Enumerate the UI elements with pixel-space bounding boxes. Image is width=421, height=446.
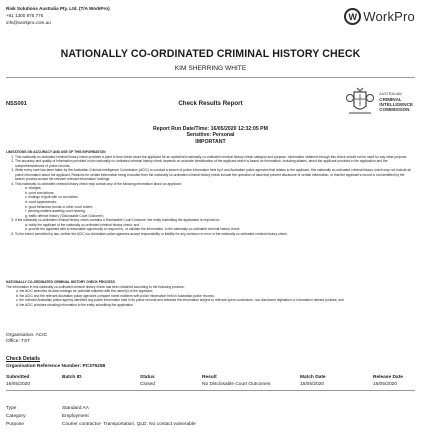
process-step: c. the relevant Australian police agency identifies any police information held in its police records and releases the information subject to relevant spent convictions, non-disclosure legislation or information release policies; and xyxy=(16,298,344,303)
workpro-logo-text: WorkPro xyxy=(363,9,415,24)
limitation-item-text: If the nationally co-ordinated criminal history check contains a Disclosable Court Outcome, the entity submitting the application is required to: xyxy=(15,218,221,223)
coat-of-arms-icon xyxy=(345,86,375,118)
acic-line-2: INTELLIGENCE xyxy=(379,102,413,107)
column-header-release-date: Release Date xyxy=(373,375,403,380)
detail-value: Standard AA xyxy=(62,406,89,411)
detail-row-purpose xyxy=(6,422,196,427)
obligation-item: b. provide the applicant with a reasonable opportunity to respond to, or validate the information, in the nationally co-ordinated criminal history check xyxy=(25,227,240,232)
report-title: Check Results Report xyxy=(178,100,243,107)
info-types-list xyxy=(15,186,415,218)
acic-line-3: COMMISSION xyxy=(379,107,410,113)
process-heading: NATIONALLY CO-ORDINATED CRIMINAL HISTORY CHECK PROCESS xyxy=(6,280,115,284)
info-type-item: d. court appearances; xyxy=(25,200,57,205)
limitation-item: 3. While every care has been taken by the Australian Criminal Intelligence Commission (ACIC) to conduct a search of police information held by it and Australian police agencies that relates to the applicant, this nationally co-ordinated criminal history check may not include all police information about the applicant. Reasons for certain information being excluded from the nationally co-ordinated criminal history check include the operation of laws that prevent disclosure of certain information, or that the applicant's record is not identified by the search process across the relevant relevant information holdings. xyxy=(15,168,415,182)
obligation-item: a. notify the applicant of the nationally co-ordinated criminal history check; and xyxy=(25,222,140,227)
limitation-item: 2. The accuracy and quality of information provided in this nationally co-ordinated criminal history check depends on accurate identification of the applicant which is based on information, including aliases, about the applicant provided in the application and the comprehensiveness of police records. xyxy=(15,159,415,168)
company-email[interactable]: info@workpro.com.au xyxy=(6,20,51,25)
run-datetime: Report Run Date/Time: 16/05/2020 12:32:05 PM xyxy=(153,126,268,132)
acic-wordmark xyxy=(379,92,413,113)
limitations-list xyxy=(6,155,415,237)
info-type-item: e. good behaviour bonds or other court orders; xyxy=(25,204,93,209)
report-code: NSS001 xyxy=(6,101,27,107)
divider xyxy=(6,390,415,391)
sensitivity-label: Sensitive: Personal xyxy=(186,132,235,138)
column-header-submitted: Submitted xyxy=(6,375,30,380)
important-label: IMPORTANT xyxy=(195,139,226,145)
acic-logo xyxy=(345,86,413,118)
detail-label: Category xyxy=(6,414,26,419)
organisation-reference: Organisation Reference Number: PC375258 xyxy=(6,364,106,369)
column-header-match-date: Match Date xyxy=(300,375,326,380)
report-header xyxy=(6,5,415,37)
process-steps-list xyxy=(6,289,415,307)
cell-release-date: 16/05/2020 xyxy=(373,382,398,387)
detail-value: Courier contractor- Transportation, QLD. No contact vulnerable xyxy=(62,422,196,427)
page-title: NATIONALLY CO-ORDINATED CRIMINAL HISTORY CHECK xyxy=(60,48,361,60)
organisation-line: Organisation: ACIC xyxy=(6,333,48,338)
info-type-item: g. traffic offence history ('Disclosable Court Outcome'). xyxy=(25,213,105,218)
cell-status: Closed xyxy=(140,382,155,387)
info-type-item: a. charges; xyxy=(25,186,42,191)
info-type-item: c. findings of guilt with no conviction; xyxy=(25,195,79,200)
info-type-item: b. court convictions; xyxy=(25,190,55,195)
limitation-item: 6. To the extent permitted by law, neither the ACIC nor Australian police agencies accept responsibility or liability for any omission or error in the nationally co-ordinated criminal history check. xyxy=(15,232,415,237)
company-name: Risk Solutions Australia Pty. Ltd. (T/A WorkPro) xyxy=(6,6,110,11)
process-step: b. the ACIC and the relevant Australian police agencies compare name matches with police information held in Australian police records; xyxy=(16,293,215,298)
subject-name: KIM SHERRING WHITE xyxy=(174,65,247,72)
column-header-result: Result xyxy=(202,375,217,380)
column-header-batch-id: Batch ID xyxy=(62,375,82,380)
limitation-item-text: This nationally co-ordinated criminal history check may contain any of the following information about an applicant: xyxy=(15,181,182,186)
acic-line-1: CRIMINAL xyxy=(379,96,402,102)
company-phone: +61 1300 975 776 xyxy=(6,13,44,18)
limitation-item xyxy=(15,182,415,218)
detail-row-type xyxy=(6,406,89,411)
workpro-logo xyxy=(344,8,415,25)
process-step: a. the ACIC searches its data holdings for potential matches with the name(s) of the applicant; xyxy=(16,289,153,294)
workpro-logo-icon: W xyxy=(344,8,361,25)
cell-result: No Disclosable Court Outcomes xyxy=(202,382,271,387)
detail-value: Employment xyxy=(62,414,89,419)
divider xyxy=(6,77,415,78)
cell-match-date: 16/05/2020 xyxy=(300,382,325,387)
cell-submitted: 16/05/2020 xyxy=(6,382,31,387)
entity-obligations-list xyxy=(15,223,415,232)
limitation-item xyxy=(15,218,415,232)
detail-label: Type xyxy=(6,406,17,411)
column-header-status: Status xyxy=(140,375,155,380)
detail-label: Purpose xyxy=(6,422,24,427)
office-line: Office: TST xyxy=(6,339,31,344)
limitation-item: 1. This nationally co-ordinated criminal history check provides a point in time check about the applicant for an authorised nationally co-ordinated criminal history check category and purpose. Information obtained through this check should not be used for any other purpose. xyxy=(15,155,415,160)
limitations-section xyxy=(6,150,415,236)
process-step: d. the ACIC provides resulting information to the entity submitting the application. xyxy=(16,302,134,307)
check-details-title: Check Details xyxy=(6,356,41,362)
process-intro: The information in this nationally co-ordinated criminal history check has been obtained according to the following process: xyxy=(6,284,185,289)
detail-row-category xyxy=(6,414,89,419)
acic-small-label: AUSTRALIAN xyxy=(379,91,402,96)
info-type-item: f. pending matters awaiting court hearing; xyxy=(25,209,86,214)
limitations-heading: LIMITATIONS ON ACCURACY AND USE OF THIS INFORMATION xyxy=(6,150,106,154)
process-section xyxy=(6,280,415,307)
